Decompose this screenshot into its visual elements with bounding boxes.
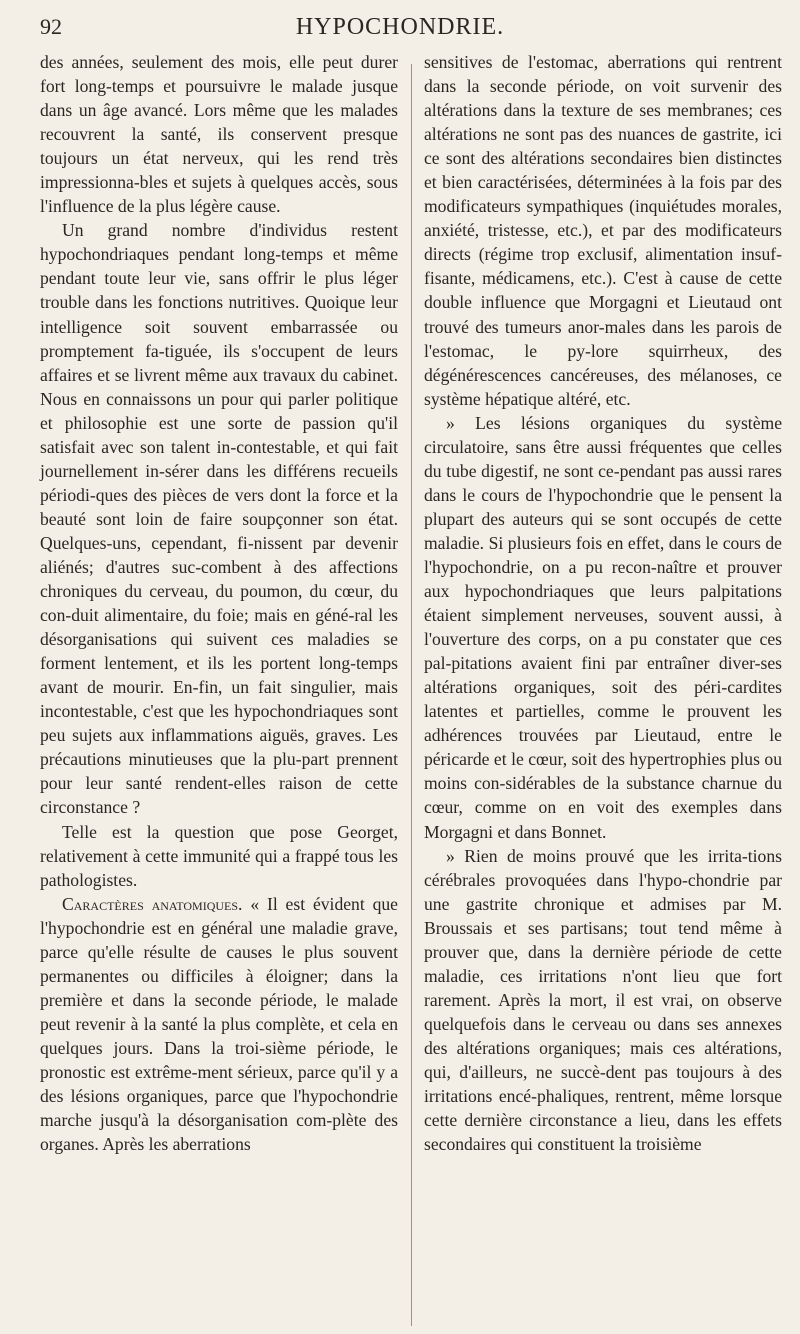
page-number: 92 xyxy=(40,14,62,39)
paragraph: » Rien de moins prouvé que les irrita-tions cérébrales provoquées dans l'hypo-chondrie par une gastrite chronique et admises par M. Broussais et ses partisans; tout tend même à prouver que, dans la dernière période de cette maladie, ces irritations n'ont lieu que fort rarement. Après la mort, il est vrai, on observe quelquefois dans le cerveau ou dans ses annexes des altérations organiques; mais ces altérations, qui, d'ailleurs, ne succè-dent pas toujours à des irritations encé-phaliques, rentrent, même lorsque cette dernière circonstance a lieu, dans les effets secondaires qui constituent la troisième xyxy=(424,845,782,1155)
section-paragraph xyxy=(40,892,398,1157)
paragraph: Telle est la question que pose Georget, relativement à cette immunité qui a frappé tous les pathologistes. xyxy=(40,821,398,890)
running-title: HYPOCHONDRIE. xyxy=(295,14,505,40)
page-header xyxy=(40,6,760,46)
right-column xyxy=(424,50,782,1156)
paragraph: » Les lésions organiques du système circulatoire, sans être aussi fréquentes que celles du tube digestif, ne sont ce-pendant pas aussi rares dans le cours de l'hypochondrie que le pensent la plupart des auteurs qui se sont occupés de cette maladie. Si plusieurs fois en effet, dans le cours de l'hypochondrie, on a pu recon-naître et prouver aux hypochondriaques que leurs palpitations étaient simplement nerveuses, souvent aussi, à l'ouverture des corps, on a pu constater que ces pal-pitations avaient fini par entraîner diver-ses altérations organiques, soit des péri-cardites latentes et partielles, comme le prouvent les adhérences trouvées par Lieutaud, entre le péricarde et le cœur, soit des hypertrophies plus ou moins con-sidérables de la substance charnue du cœur, comme on en voit des exemples dans Morgagni et dans Bonnet. xyxy=(424,412,782,842)
paragraph: des années, seulement des mois, elle peut durer fort long-temps et poursuivre le malade jusque dans un âge avancé. Lors même que les malades recouvrent la santé, ils conservent presque toujours un état nerveux, qui les rend très impressionna-bles et sujets à quelques accès, sous l'influence de la plus légère cause. xyxy=(40,52,398,217)
paragraph: Un grand nombre d'individus restent hypochondriaques pendant long-temps et même pendant toute leur vie, sans offrir le plus léger trouble dans les fonctions nutritives. Quoique leur intelligence soit souvent embarrassée ou promptement fa-tiguée, ils s'occupent de leurs affaires et se livrent même aux travaux du cabinet. Nous en connaissons un pour qui parler politique et philosophie est une sorte de passion qu'il satisfait avec son talent in-contestable, et qui fait journellement in-sérer dans les différens recueils périodi-ques des pièces de vers dont la force et la beauté sont loin de faire soupçonner son état. Quelques-uns, cependant, fi-nissent par devenir aliénés; d'autres suc-combent à des affections chroniques du cerveau, du poumon, du cœur, du con-duit alimentaire, du foie; mais en géné-ral les désorganisations qui suivent ces maladies se forment lentement, et ils les portent long-temps avant de mourir. En-fin, un fait singulier, mais incontestable, c'est que les hypochondriaques sont peu sujets aux inflammations aiguës, graves. Les précautions minutieuses que la plu-part prennent pour leur santé rendent-elles raison de cette circonstance ? xyxy=(40,220,398,818)
left-column xyxy=(40,50,398,1156)
section-text: « Il est évident que l'hypochondrie est en général une maladie grave, parce qu'elle résulte de causes le plus souvent permanentes ou difficiles à éloigner; dans la première et dans la seconde période, le malade peut revenir à la santé la plus complète, et cela en quelques jours. Dans la troi-sième période, le pronostic est extrême-ment sérieux, parce qu'il y a des lésions organiques, parce que l'hypochondrie marche jusqu'à la désorganisation com-plète des organes. Après les aberrations xyxy=(40,893,398,1155)
paragraph: sensitives de l'estomac, aberrations qui rentrent dans la seconde période, on voit survenir des altérations dans la texture de ses membranes; ces altérations ne sont pas des nuances de gastrite, ici ce sont des altérations secondaires bien distinctes et bien caractérisées, déterminées à la fois par des modificateurs sympathiques (inquiétudes morales, anxiété, tristesse, etc.), et par des modificateurs directs (régime trop exclusif, alimentation insuf-fisante, médicamens, etc.). C'est à cause de cette double influence que Morgagni et Lieutaud ont trouvé des tumeurs anor-males dans les parois de l'estomac, le py-lore squirrheux, des dégénérescences cancéreuses, des mélanoses, ce système hépatique altéré, etc. xyxy=(424,52,782,409)
column-divider xyxy=(411,64,412,1326)
section-heading: Caractères anatomiques. xyxy=(62,893,243,914)
